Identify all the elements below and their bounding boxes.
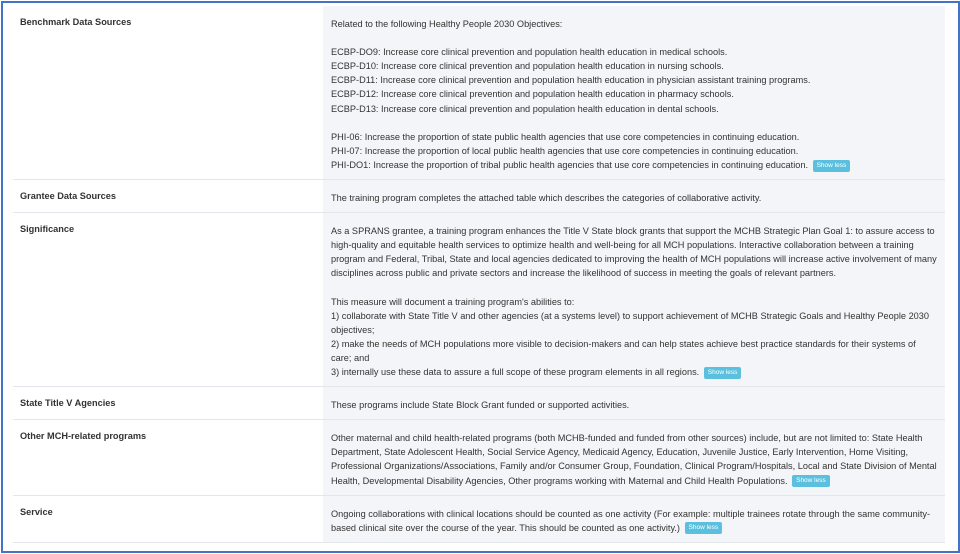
label-other-mch-programs: Other MCH-related programs (20, 431, 147, 442)
objective-phi-do1: PHI-DO1: Increase the proportion of tribal public health agencies that use core competencies in continuing education. (331, 159, 809, 170)
row-state-title-v-agencies (13, 387, 945, 420)
value-benchmark-data-sources (323, 6, 945, 179)
label-service: Service (20, 506, 53, 517)
measure-details-table (13, 6, 945, 543)
benchmark-intro: Related to the following Healthy People 2030 Objectives: (331, 19, 563, 29)
row-benchmark-data-sources (13, 6, 945, 180)
content-frame (1, 1, 960, 553)
significance-item3: 3) internally use these data to assure a full scope of these program elements in all regions. (331, 367, 700, 378)
objective-ecbp-d10: ECBP-D10: Increase core clinical prevention and population health education in nursing schools. (331, 61, 724, 72)
significance-item1: 1) collaborate with State Title V and other agencies (at a systems level) to support achievement of MCHB Strategic Goals and Healthy People 2030 objectives; (331, 310, 930, 335)
objective-ecbp-d13: ECBP-D13: Increase core clinical prevention and population health education in dental schools. (331, 103, 719, 114)
objective-ecbp-d12: ECBP-D12: Increase core clinical prevention and population health education in pharmacy schools. (331, 89, 734, 100)
objective-ecbp-d11: ECBP-D11: Increase core clinical prevention and population health education in physician assistant training programs. (331, 75, 811, 86)
value-state-title-v-agencies (323, 387, 945, 419)
grantee-text: The training program completes the attached table which describes the categories of collaborative activity. (331, 193, 762, 204)
label-grantee-data-sources: Grantee Data Sources (20, 191, 116, 202)
show-less-button-service[interactable]: Show less (685, 522, 723, 534)
value-significance (323, 213, 945, 386)
label-significance: Significance (20, 224, 75, 235)
value-other-mch-programs (323, 420, 945, 494)
objective-phi-07: PHI-07: Increase the proportion of local public health agencies that use core competencies in continuing education. (331, 145, 799, 156)
significance-para1: As a SPRANS grantee, a training program enhances the Title V State block grants that support the MCHB Strategic Plan Goal 1: to assure access to high-quality and equitable health services to optimize health and well-being for all MCH populations. Interactive collaboration between a training program and Federal, Tribal, State and local agencies dedicated to improving the health of MCH populations will increase active involvement of many disciplines across public and private sectors and increase the likelihood of success in meeting the goals of relevant partners. (331, 226, 937, 279)
objective-phi-06: PHI-06: Increase the proportion of state public health agencies that use core competencies in continuing education. (331, 131, 800, 142)
value-grantee-data-sources (323, 180, 945, 212)
row-other-mch-programs (13, 420, 945, 495)
objective-ecbp-do9: ECBP-DO9: Increase core clinical prevention and population health education in medical schools. (331, 47, 728, 58)
label-state-title-v-agencies: State Title V Agencies (20, 398, 116, 409)
show-less-button-significance[interactable]: Show less (704, 367, 742, 379)
show-less-button-other-mch[interactable]: Show less (792, 475, 830, 487)
row-service (13, 496, 945, 543)
show-less-button-benchmark[interactable]: Show less (813, 160, 851, 172)
significance-item2: 2) make the needs of MCH populations more visible to decision-makers and can help states achieve best practice standards for their systems of care; and (331, 338, 916, 363)
service-text: Ongoing collaborations with clinical locations should be counted as one activity (For example: multiple trainees rotate through the same community-based clinical site over the course of the year. This should be counted as one activity.) (331, 508, 931, 533)
row-significance (13, 213, 945, 387)
state-title-v-text: These programs include State Block Grant funded or supported activities. (331, 400, 630, 411)
significance-para2-intro: This measure will document a training program's abilities to: (331, 296, 575, 307)
other-mch-text: Other maternal and child health-related programs (both MCHB-funded and funded from other sources) include, but are not limited to: State Health Department, State Adolescent Health, Social Service Agency, Medicaid Agency, Education, Juvenile Justice, Early Intervention, Home Visiting, Professional Organizations/Associations, Family and/or Consumer Group, Foundation, Clinical Program/Hospitals, Local and State Division of Mental Health, Developmental Disability Agencies, Other programs working with Maternal and Child Health Populations. (331, 433, 937, 486)
row-grantee-data-sources (13, 180, 945, 213)
label-benchmark-data-sources: Benchmark Data Sources (20, 17, 132, 27)
value-service (323, 496, 945, 542)
